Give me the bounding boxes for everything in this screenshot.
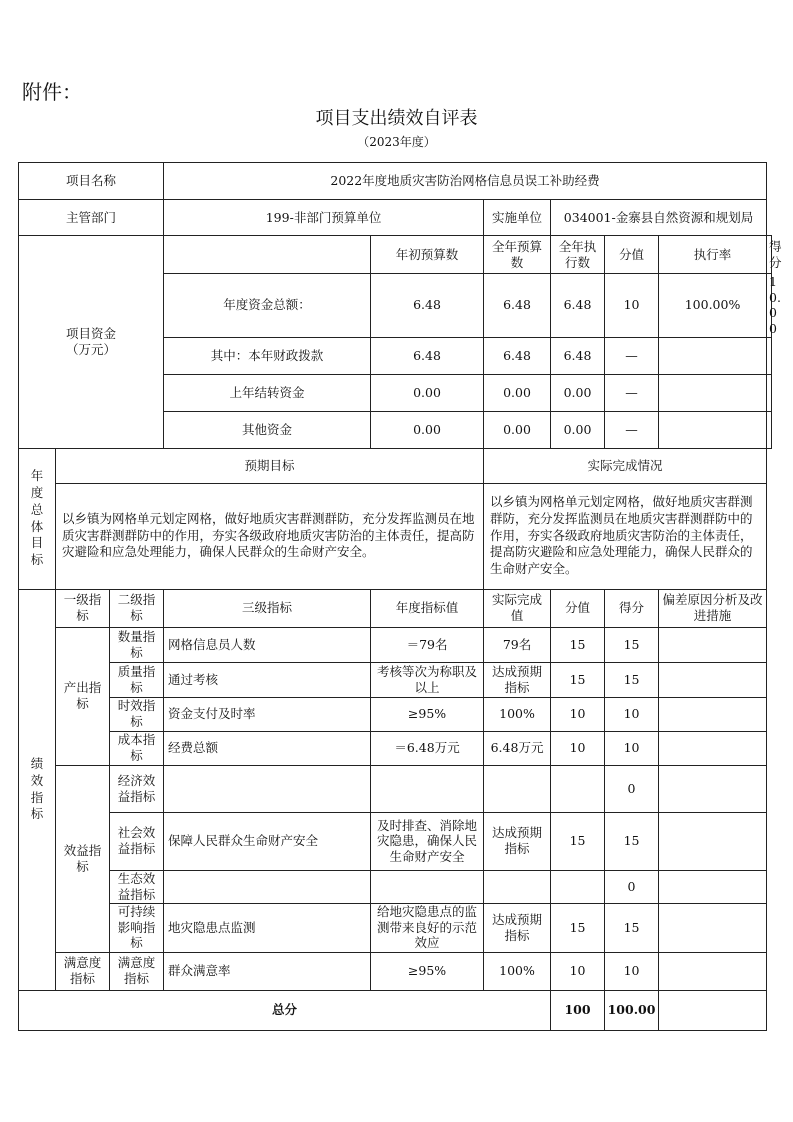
indicator-note	[659, 870, 767, 903]
funds-row-annual: 6.48	[484, 274, 551, 338]
indicator-note	[659, 627, 767, 662]
indicator-note	[659, 765, 767, 812]
indicators-side-label: 绩 效 指 标	[19, 589, 56, 990]
funds-row-annual: 0.00	[484, 411, 551, 448]
indicator-note	[659, 662, 767, 697]
indicator-row	[19, 903, 772, 952]
funds-header-executed: 全年执行数	[551, 236, 605, 274]
impl-label: 实施单位	[484, 200, 551, 236]
goals-content-row	[19, 483, 772, 589]
indicator-note	[659, 731, 767, 765]
year-subtitle: （2023年度）	[357, 135, 436, 149]
indicator-row	[19, 765, 772, 812]
indicator-score-value	[551, 870, 605, 903]
funds-row-score	[767, 411, 772, 448]
indicator-row	[19, 870, 772, 903]
indicator-actual	[484, 870, 551, 903]
indicator-level3	[164, 870, 371, 903]
total-score-value: 100	[551, 990, 605, 1030]
expected-goal-label: 预期目标	[56, 448, 484, 483]
expected-goal-text: 以乡镇为网格单元划定网格，做好地质灾害群测群防，充分发挥监测员在地质灾害群测群防中的作用，夯实各级政府地质灾害防治的主体责任，提高防灾避险和应急处理能力，确保人民群众的生命财产安全。	[56, 483, 484, 589]
funds-header-score: 得分	[767, 236, 772, 274]
indicator-actual: 达成预期指标	[484, 812, 551, 870]
funds-row-initial: 6.48	[371, 337, 484, 374]
indicator-score: 10	[605, 697, 659, 731]
indicator-actual: 79名	[484, 627, 551, 662]
project-name-label: 项目名称	[19, 163, 164, 200]
indicator-target: ＝6.48万元	[371, 731, 484, 765]
indicator-score: 0	[605, 870, 659, 903]
funds-row-score-value: —	[605, 411, 659, 448]
goals-header-row	[19, 448, 772, 483]
indicator-level2: 成本指标	[110, 731, 164, 765]
indicator-level2: 可持续影响指标	[110, 903, 164, 952]
indicator-row	[19, 627, 772, 662]
indicator-row	[19, 731, 772, 765]
funds-row-rate: 100.00%	[659, 274, 767, 338]
indicator-score: 0	[605, 765, 659, 812]
header-score: 得分	[605, 589, 659, 627]
funds-row-label: 其他资金	[164, 411, 371, 448]
funds-row-score	[767, 337, 772, 374]
funds-row-annual: 0.00	[484, 374, 551, 411]
funds-row-executed: 6.48	[551, 274, 605, 338]
indicator-score-value: 10	[551, 731, 605, 765]
indicator-score-value: 15	[551, 627, 605, 662]
total-row	[19, 990, 772, 1030]
indicator-score: 15	[605, 903, 659, 952]
indicator-target	[371, 765, 484, 812]
funds-row-label: 上年结转资金	[164, 374, 371, 411]
indicator-target: ＝79名	[371, 627, 484, 662]
funds-row-executed: 0.00	[551, 411, 605, 448]
indicator-level3: 通过考核	[164, 662, 371, 697]
indicator-level3: 资金支付及时率	[164, 697, 371, 731]
indicator-note	[659, 952, 767, 990]
indicator-level3: 网格信息员人数	[164, 627, 371, 662]
goals-side-label: 年 度 总 体 目 标	[19, 448, 56, 589]
funds-row-initial: 0.00	[371, 374, 484, 411]
indicator-target: 给地灾隐患点的监测带来良好的示范效应	[371, 903, 484, 952]
funds-row-rate	[659, 374, 767, 411]
project-name-row	[19, 163, 772, 200]
funds-row-score	[767, 374, 772, 411]
funds-row-rate	[659, 337, 767, 374]
department-row	[19, 200, 772, 236]
indicator-target: ≥95%	[371, 697, 484, 731]
impl-value: 034001-金寨县自然资源和规划局	[551, 200, 767, 236]
indicator-level2: 数量指标	[110, 627, 164, 662]
indicator-score-value: 15	[551, 662, 605, 697]
level1-output: 产出指标	[56, 627, 110, 765]
header-actual: 实际完成值	[484, 589, 551, 627]
indicator-actual: 100%	[484, 697, 551, 731]
indicator-note	[659, 812, 767, 870]
funds-row-initial: 6.48	[371, 274, 484, 338]
funds-row-score: 10.00	[767, 274, 772, 338]
funds-row-score-value: 10	[605, 274, 659, 338]
indicator-score: 10	[605, 952, 659, 990]
indicator-level3: 保障人民群众生命财产安全	[164, 812, 371, 870]
header-level3: 三级指标	[164, 589, 371, 627]
indicator-score-value: 10	[551, 952, 605, 990]
indicator-score: 15	[605, 627, 659, 662]
funds-row-label: 年度资金总额：	[164, 274, 371, 338]
attachment-label: 附件：	[22, 80, 82, 104]
indicator-row	[19, 697, 772, 731]
indicator-level3: 地灾隐患点监测	[164, 903, 371, 952]
funds-header-score-value: 分值	[605, 236, 659, 274]
total-note	[659, 990, 767, 1030]
dept-value: 199-非部门预算单位	[164, 200, 484, 236]
actual-result-label: 实际完成情况	[484, 448, 767, 483]
total-label: 总分	[19, 990, 551, 1030]
indicator-level2: 满意度指标	[110, 952, 164, 990]
level1-satisfaction: 满意度指标	[56, 952, 110, 990]
indicator-target: 及时排查、消除地灾隐患，确保人民生命财产安全	[371, 812, 484, 870]
indicator-actual: 达成预期指标	[484, 662, 551, 697]
funds-row-executed: 0.00	[551, 374, 605, 411]
indicator-score-value	[551, 765, 605, 812]
funds-row-initial: 0.00	[371, 411, 484, 448]
indicator-score-value: 15	[551, 812, 605, 870]
actual-result-text: 以乡镇为网格单元划定网格，做好地质灾害群测群防，充分发挥监测员在地质灾害群测群防中的作用，夯实各级政府地质灾害防治的主体责任，提高防灾避险和应急处理能力，确保人民群众的生命财产安全。	[484, 483, 767, 589]
indicator-row	[19, 812, 772, 870]
indicator-level2: 社会效益指标	[110, 812, 164, 870]
indicator-target	[371, 870, 484, 903]
evaluation-table	[18, 162, 782, 1031]
indicator-level2: 时效指标	[110, 697, 164, 731]
indicator-note	[659, 697, 767, 731]
indicator-target: 考核等次为称职及以上	[371, 662, 484, 697]
indicator-row	[19, 952, 772, 990]
funds-row-rate	[659, 411, 767, 448]
header-score-value: 分值	[551, 589, 605, 627]
funds-header-initial: 年初预算数	[371, 236, 484, 274]
indicator-actual: 达成预期指标	[484, 903, 551, 952]
indicator-actual: 6.48万元	[484, 731, 551, 765]
funds-label: 项目资金 （万元）	[19, 236, 164, 449]
indicator-level2: 生态效益指标	[110, 870, 164, 903]
funds-header-rate: 执行率	[659, 236, 767, 274]
funds-row-annual: 6.48	[484, 337, 551, 374]
indicator-note	[659, 903, 767, 952]
header-deviation: 偏差原因分析及改进措施	[659, 589, 767, 627]
dept-label: 主管部门	[19, 200, 164, 236]
indicator-target: ≥95%	[371, 952, 484, 990]
indicator-score: 15	[605, 812, 659, 870]
indicator-row	[19, 662, 772, 697]
total-score: 100.00	[605, 990, 659, 1030]
funds-header-blank	[164, 236, 371, 274]
header-target: 年度指标值	[371, 589, 484, 627]
indicator-score-value: 15	[551, 903, 605, 952]
funds-row-label: 其中：本年财政拨款	[164, 337, 371, 374]
project-name-value: 2022年度地质灾害防治网格信息员误工补助经费	[164, 163, 767, 200]
level1-benefit: 效益指标	[56, 765, 110, 952]
indicator-score: 10	[605, 731, 659, 765]
indicator-level2: 经济效益指标	[110, 765, 164, 812]
indicator-level3: 经费总额	[164, 731, 371, 765]
indicator-actual	[484, 765, 551, 812]
indicator-score: 15	[605, 662, 659, 697]
indicators-header-row	[19, 589, 772, 627]
funds-header-annual: 全年预算数	[484, 236, 551, 274]
funds-row-executed: 6.48	[551, 337, 605, 374]
header-level1: 一级指标	[56, 589, 110, 627]
indicator-actual: 100%	[484, 952, 551, 990]
header-level2: 二级指标	[110, 589, 164, 627]
funds-row-score-value: —	[605, 337, 659, 374]
funds-header-row	[19, 236, 772, 274]
indicator-level3	[164, 765, 371, 812]
indicator-score-value: 10	[551, 697, 605, 731]
funds-row-score-value: —	[605, 374, 659, 411]
page-title: 项目支出绩效自评表	[315, 108, 478, 129]
indicator-level3: 群众满意率	[164, 952, 371, 990]
indicator-level2: 质量指标	[110, 662, 164, 697]
